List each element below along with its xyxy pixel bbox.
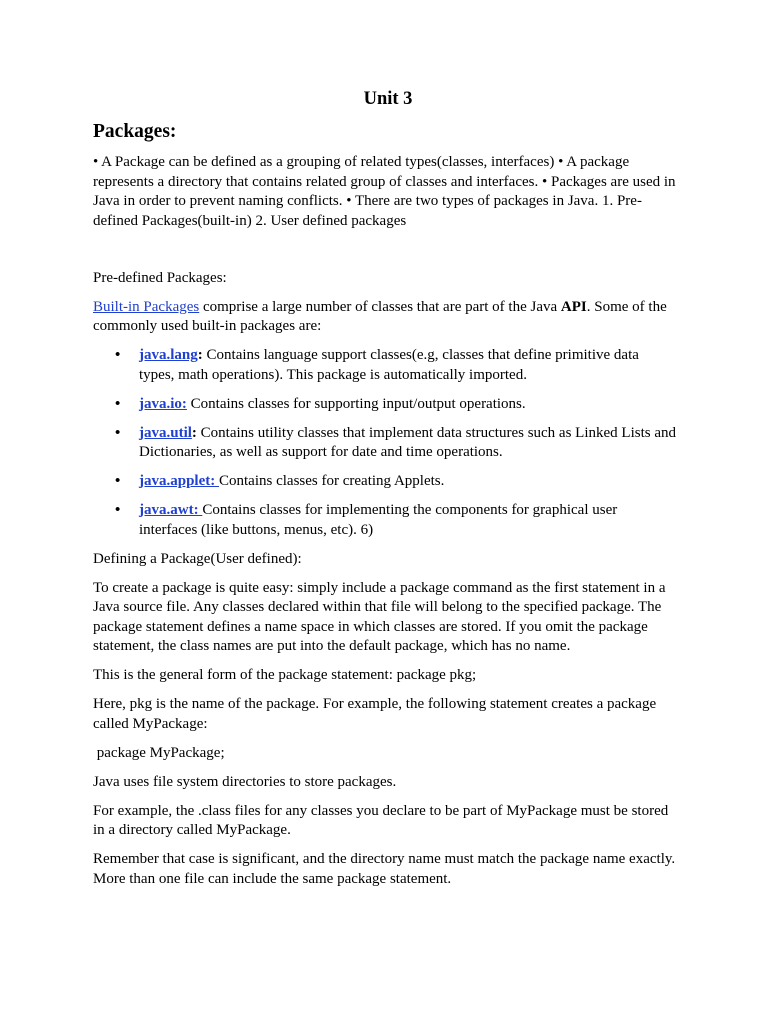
package-link-java-util[interactable]: java.util — [139, 424, 192, 441]
list-item-java-awt — [93, 501, 677, 540]
package-colon: : — [191, 424, 197, 441]
user-defined-heading: Defining a Package(User defined): — [93, 550, 302, 567]
builtin-packages-link[interactable]: Built-in Packages — [93, 298, 200, 315]
class-files-paragraph: For example, the .class files for any classes you declare to be part of MyPackage must be stored in a directory called MyPackage. — [93, 802, 669, 838]
builtin-text-after-api: . Some of the commonly used built-in packages are: — [93, 298, 667, 334]
package-link-java-awt[interactable]: java.awt: — [139, 502, 203, 518]
example-statement: package MyPackage; — [93, 744, 225, 761]
package-colon: : — [197, 347, 203, 363]
general-form-paragraph: This is the general form of the package statement: package pkg; — [93, 667, 477, 683]
package-description: Contains classes for supporting input/output operations. — [186, 395, 526, 412]
case-paragraph: Remember that case is significant, and the directory name must match the package name exactly. More than one file can include the same package statement. — [93, 851, 676, 887]
builtin-paragraph — [93, 298, 677, 337]
intro-paragraph: • A Package can be defined as a grouping of related types(classes, interfaces) • A package represents a directory that contains related group of classes and interfaces. • Packages are used in Java in order to prevent naming conflicts. • There are two types of packages in Java. 1. Pre-defined Packages(built-in) 2. User defined packages — [93, 154, 676, 229]
builtin-text-before-api: comprise a large number of classes that are part of the Java — [199, 298, 561, 315]
document-content — [93, 88, 677, 899]
bullet-icon: • — [115, 473, 121, 489]
list-item-java-applet — [93, 472, 677, 492]
package-description: Contains language support classes(e.g, classes that define primitive data types, math operations). This package is automatically imported. — [139, 347, 639, 383]
bullet-icon: • — [115, 395, 121, 412]
bullet-icon: • — [115, 347, 121, 363]
package-description: Contains classes for implementing the components for graphical user interfaces (like buttons, menus, etc). 6) — [139, 502, 618, 538]
predefined-heading: Pre-defined Packages: — [93, 269, 227, 286]
list-item-java-lang — [93, 346, 677, 385]
unit-title: Unit 3 — [363, 89, 413, 109]
create-package-paragraph: To create a package is quite easy: simply include a package command as the first statement in a Java source file. Any classes declared within that file will belong to the specified package. The package statement defines a name space in which classes are stored. If you omit the package statement, the class names are put into the default package, which has no name. — [93, 579, 666, 654]
package-link-java-lang[interactable]: java.lang — [139, 347, 198, 363]
packages-heading: Packages: — [93, 121, 177, 142]
pkg-name-paragraph: Here, pkg is the name of the package. For example, the following statement creates a package called MyPackage: — [93, 696, 657, 732]
spacer — [93, 241, 677, 269]
api-term: API — [560, 298, 587, 315]
bullet-icon: • — [115, 424, 121, 441]
package-list — [93, 346, 677, 540]
package-description: Contains utility classes that implement data structures such as Linked Lists and Dictionaries, as well as support for date and time operations. — [139, 424, 676, 460]
filesystem-paragraph: Java uses file system directories to store packages. — [93, 773, 397, 790]
package-link-java-applet[interactable]: java.applet: — [139, 473, 219, 489]
package-link-java-io[interactable]: java.io: — [139, 395, 187, 412]
bullet-icon: • — [115, 502, 121, 518]
list-item-java-io — [93, 395, 677, 415]
package-description: Contains classes for creating Applets. — [219, 473, 445, 489]
list-item-java-util — [93, 424, 677, 463]
